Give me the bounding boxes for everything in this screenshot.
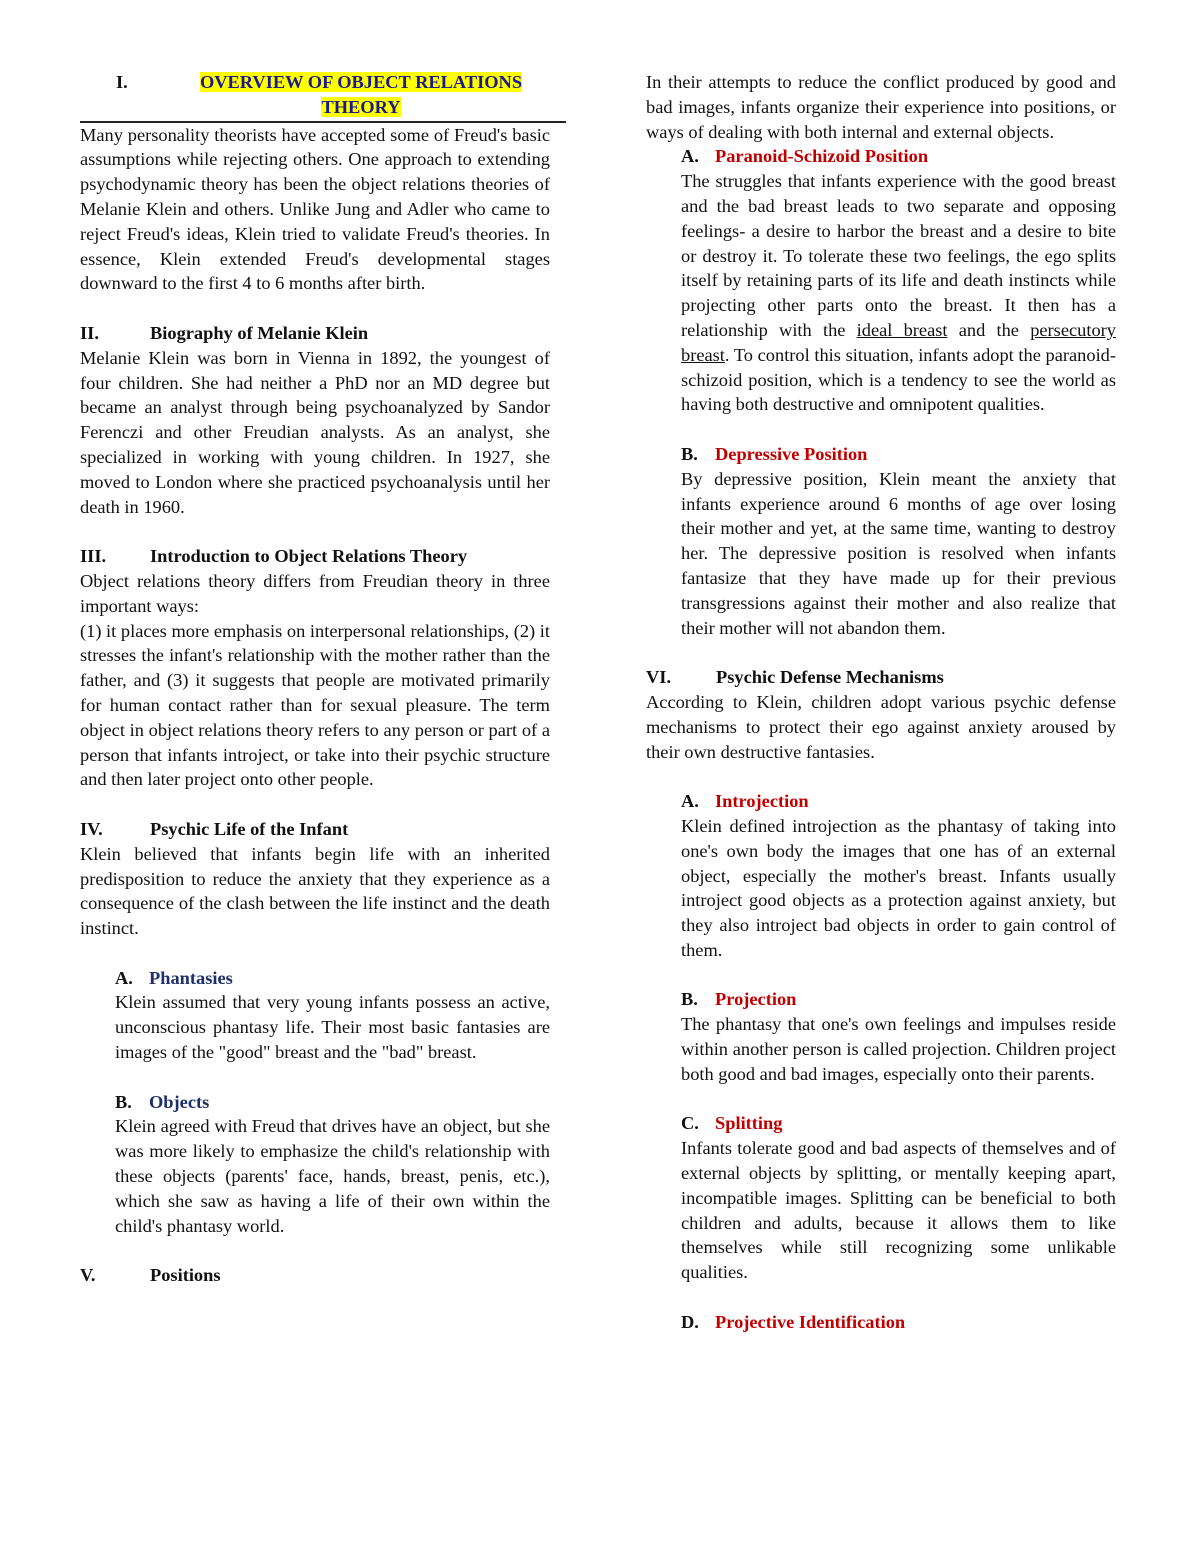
subsection-title: Projective Identification	[715, 1311, 906, 1332]
section-2-body: Melanie Klein was born in Vienna in 1892, the youngest of four children. She had neither a PhD nor an MD degree but became an analyst through being psychoanalyzed by Sandor Ferenczi and other Freudian analysts. As an analyst, she specialized in working with young children. In 1927, she moved to London where she practiced psychoanalysis until her death in 1960.	[80, 347, 550, 517]
section-number: VI.	[646, 667, 672, 688]
subsection-body: Klein agreed with Freud that drives have an object, but she was more likely to emphasize the child's relationship with these objects (parents' face, hands, breast, penis, etc.), which she saw as having a life of their own within the child's phantasy world.	[115, 1116, 550, 1236]
section-4-body: Klein believed that infants begin life with an inherited predisposition to reduce the anxiety that they experience as a consequence of the clash between the life instinct and the death instinct.	[80, 843, 550, 939]
subsection-title: Depressive Position	[715, 443, 868, 464]
subsection-introjection	[646, 789, 1116, 963]
subsection-body: The phantasy that one's own feelings and impulses reside within another person is called projection. Children project both good and bad images, especially onto their parents.	[681, 1014, 1116, 1084]
subsection-letter: A.	[681, 791, 699, 812]
section-3-heading	[80, 544, 550, 569]
section-number: III.	[80, 546, 107, 567]
section-2-heading	[80, 321, 550, 346]
subsection-splitting	[646, 1111, 1116, 1285]
section-6-heading	[646, 665, 1116, 690]
section-6-body: According to Klein, children adopt various psychic defense mechanisms to protect their ego against anxiety aroused by their own destructive fantasies.	[646, 691, 1116, 762]
persecutory-breast-term: persecutory breast	[681, 319, 1116, 365]
left-column	[80, 70, 550, 1288]
subsection-letter: B.	[681, 989, 698, 1010]
subsection-phantasies	[80, 966, 550, 1065]
subsection-letter: B.	[115, 1091, 132, 1112]
subsection-body: Klein defined introjection as the phantasy of taking into one's own body the images that one has of an external object, especially the mother's breast. Infants usually introject good objects as a protection against anxiety, but they also introject bad objects in order to gain control of them.	[681, 815, 1116, 960]
subsection-letter: A.	[115, 967, 133, 988]
subsection-body: By depressive position, Klein meant the anxiety that infants experience around 6 months of age over losing their mother and yet, at the same time, wanting to destroy her. The depressive position is resolved when infants fantasize that they have made up for their previous transgressions against their mother and also realize that their mother will not abandon them.	[681, 468, 1116, 638]
section-title-line-2: THEORY	[321, 96, 401, 117]
ideal-breast-term: ideal breast	[856, 319, 948, 340]
section-5-heading	[80, 1263, 550, 1288]
subsection-body: The struggles that infants experience with the good breast and the bad breast leads to two separate and opposing feelings- a desire to harbor the breast and a desire to bite or destroy it. To tolerate these two feelings, the ego splits itself by retaining parts of its life and death instincts while projecting other parts onto the breast. It then has a relationship with the ideal breast and the persecutory breast. To control this situation, infants adopt the paranoid-schizoid position, which is a tendency to see the world as having both destructive and omnipotent qualities.	[681, 171, 1116, 415]
section-title: Introduction to Object Relations Theory	[150, 546, 468, 567]
section-number: I.	[116, 72, 128, 92]
subsection-depressive	[646, 442, 1116, 640]
section-1-title	[80, 70, 566, 123]
section-4-heading	[80, 817, 550, 842]
section-title: Psychic Life of the Infant	[150, 818, 349, 839]
section-3-body-1: Object relations theory differs from Freudian theory in three important ways:	[80, 570, 550, 616]
subsection-letter: D.	[681, 1311, 699, 1332]
section-1-body: Many personality theorists have accepted some of Freud's basic assumptions while rejecting others. One approach to extending psychodynamic theory has been the object relations theories of Melanie Klein and others. Unlike Jung and Adler who came to reject Freud's ideas, Klein tried to validate Freud's theories. In essence, Klein extended Freud's developmental stages downward to the first 4 to 6 months after birth.	[80, 124, 550, 294]
subsection-letter: C.	[681, 1113, 699, 1134]
subsection-title: Projection	[715, 989, 797, 1010]
subsection-projective-identification	[646, 1310, 1116, 1335]
section-number: IV.	[80, 818, 103, 839]
subsection-objects	[80, 1090, 550, 1239]
right-column	[646, 70, 1116, 1335]
subsection-paranoid-schizoid	[646, 144, 1116, 417]
section-title: Psychic Defense Mechanisms	[716, 667, 944, 688]
subsection-body: Infants tolerate good and bad aspects of themselves and of external objects by splitting, or mentally keeping apart, incompatible images. Splitting can be beneficial to both children and adults, because it allows them to like themselves while still recognizing some unlikable qualities.	[681, 1138, 1116, 1283]
positions-intro: In their attempts to reduce the conflict produced by good and bad images, infants organize their experience into positions, or ways of dealing with both internal and external objects.	[646, 72, 1116, 142]
section-3-body-2: (1) it places more emphasis on interpersonal relationships, (2) it stresses the infant's relationship with the mother rather than the father, and (3) it suggests that people are motivated primarily for human contact rather than for sexual pleasure. The term object in object relations theory refers to any person or part of a person that infants introject, or take into their psychic structure and then later project onto other people.	[80, 620, 550, 790]
subsection-letter: A.	[681, 146, 699, 167]
subsection-title: Introjection	[715, 791, 809, 812]
subsection-projection	[646, 987, 1116, 1086]
subsection-body: Klein assumed that very young infants possess an active, unconscious phantasy life. Their most basic fantasies are images of the "good" breast and the "bad" breast.	[115, 992, 550, 1063]
section-number: II.	[80, 322, 99, 343]
section-title-line-1: OVERVIEW OF OBJECT RELATIONS	[199, 72, 523, 92]
section-title: Positions	[150, 1265, 221, 1286]
subsection-letter: B.	[681, 443, 698, 464]
subsection-title: Phantasies	[149, 967, 233, 988]
subsection-title: Objects	[149, 1091, 210, 1112]
subsection-title: Paranoid-Schizoid Position	[715, 146, 929, 167]
section-title: Biography of Melanie Klein	[150, 322, 369, 343]
subsection-title: Splitting	[715, 1113, 783, 1134]
section-number: V.	[80, 1265, 96, 1286]
